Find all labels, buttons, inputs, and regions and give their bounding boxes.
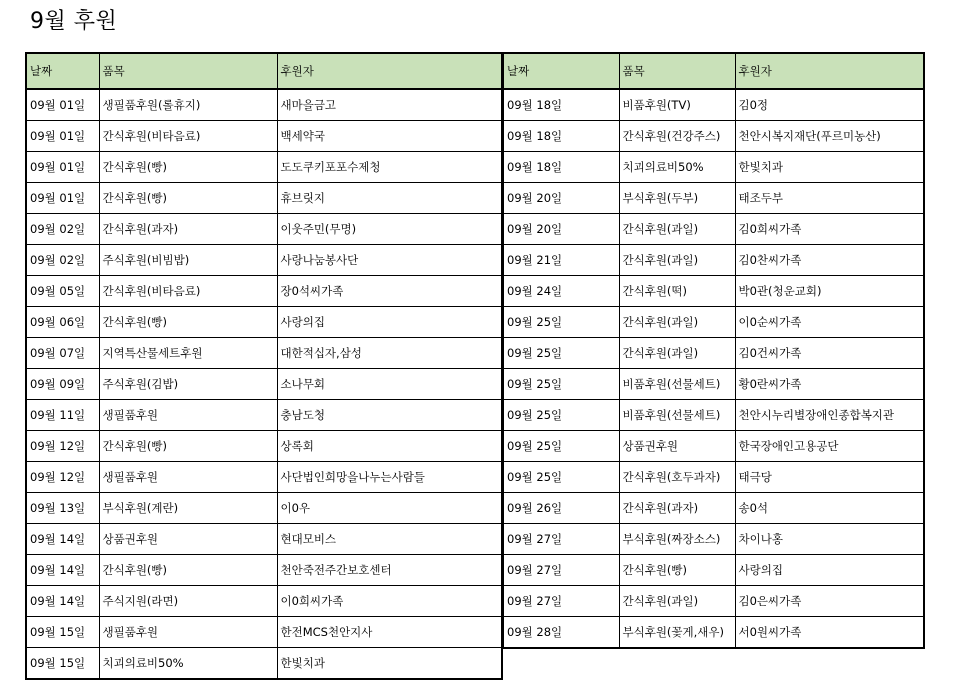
donor-cell: 김0정: [735, 89, 924, 121]
item-cell: 간식후원(과일): [619, 307, 735, 338]
date-cell: 09월 27일: [503, 524, 619, 555]
donor-cell: 현대모비스: [277, 524, 502, 555]
table-row: [503, 245, 924, 276]
donor-cell: 한전MCS천안지사: [277, 617, 502, 648]
item-cell: 생필품후원: [99, 400, 277, 431]
date-cell: 09월 28일: [503, 617, 619, 649]
donor-cell: 김0건씨가족: [735, 338, 924, 369]
date-cell: 09월 09일: [26, 369, 99, 400]
date-cell: 09월 18일: [503, 89, 619, 121]
table-row: [503, 369, 924, 400]
table-row: [26, 462, 502, 493]
donor-cell: 이0희씨가족: [277, 586, 502, 617]
donor-cell: 충남도청: [277, 400, 502, 431]
item-cell: 간식후원(빵): [99, 152, 277, 183]
table-row: [503, 183, 924, 214]
item-cell: 간식후원(비타음료): [99, 121, 277, 152]
donor-cell: 백세약국: [277, 121, 502, 152]
table-row: [26, 152, 502, 183]
table-row: [26, 214, 502, 245]
item-cell: 간식후원(과자): [619, 493, 735, 524]
date-cell: 09월 02일: [26, 245, 99, 276]
donor-cell: 이0우: [277, 493, 502, 524]
donor-cell: 휴브릿지: [277, 183, 502, 214]
item-cell: 부식후원(계란): [99, 493, 277, 524]
item-cell: 치괴의료비50%: [619, 152, 735, 183]
table-row: [26, 648, 502, 680]
item-cell: 주식후원(김밥): [99, 369, 277, 400]
date-cell: 09월 18일: [503, 152, 619, 183]
donor-cell: 새마을금고: [277, 89, 502, 121]
date-cell: 09월 20일: [503, 214, 619, 245]
item-cell: 간식후원(건강주스): [619, 121, 735, 152]
donation-table-left: [25, 52, 503, 680]
date-cell: 09월 05일: [26, 276, 99, 307]
item-cell: 간식후원(과일): [619, 586, 735, 617]
donor-cell: 사랑의집: [735, 555, 924, 586]
table-row: [26, 431, 502, 462]
date-cell: 09월 01일: [26, 89, 99, 121]
date-cell: 09월 01일: [26, 183, 99, 214]
donor-cell: 이웃주민(무명): [277, 214, 502, 245]
table-row: [503, 493, 924, 524]
column-header-donor: 후원자: [735, 53, 924, 89]
table-row: [26, 493, 502, 524]
donor-cell: 태조두부: [735, 183, 924, 214]
date-cell: 09월 02일: [26, 214, 99, 245]
table-row: [26, 338, 502, 369]
column-header-donor: 후원자: [277, 53, 502, 89]
date-cell: 09월 25일: [503, 462, 619, 493]
date-cell: 09월 12일: [26, 431, 99, 462]
table-row: [503, 462, 924, 493]
date-cell: 09월 01일: [26, 152, 99, 183]
table-row: [26, 586, 502, 617]
item-cell: 상품권후원: [99, 524, 277, 555]
date-cell: 09월 14일: [26, 586, 99, 617]
item-cell: 생필품후원: [99, 617, 277, 648]
donor-cell: 대한적십자,삼성: [277, 338, 502, 369]
table-row: [503, 524, 924, 555]
date-cell: 09월 26일: [503, 493, 619, 524]
item-cell: 부식후원(꽃게,새우): [619, 617, 735, 649]
donor-cell: 사단법인희망을나누는사람들: [277, 462, 502, 493]
item-cell: 생필품후원(롤휴지): [99, 89, 277, 121]
item-cell: 간식후원(빵): [619, 555, 735, 586]
donor-cell: 천안시복지재단(푸르미농산): [735, 121, 924, 152]
column-header-item: 품목: [99, 53, 277, 89]
table-row: [26, 307, 502, 338]
donor-cell: 황0란씨가족: [735, 369, 924, 400]
donor-cell: 차이나홍: [735, 524, 924, 555]
date-cell: 09월 27일: [503, 555, 619, 586]
donor-cell: 천안죽전주간보호센터: [277, 555, 502, 586]
table-row: [26, 524, 502, 555]
item-cell: 치괴의료비50%: [99, 648, 277, 680]
table-row: [26, 121, 502, 152]
item-cell: 지역특산물세트후원: [99, 338, 277, 369]
date-cell: 09월 18일: [503, 121, 619, 152]
table-header-row: [26, 53, 502, 89]
table-row: [503, 338, 924, 369]
date-cell: 09월 11일: [26, 400, 99, 431]
date-cell: 09월 07일: [26, 338, 99, 369]
item-cell: 부식후원(두부): [619, 183, 735, 214]
item-cell: 간식후원(빵): [99, 431, 277, 462]
donor-cell: 소나무회: [277, 369, 502, 400]
table-row: [503, 121, 924, 152]
donor-cell: 송0석: [735, 493, 924, 524]
item-cell: 간식후원(과일): [619, 214, 735, 245]
item-cell: 비품후원(TV): [619, 89, 735, 121]
page-title: 9월 후원: [30, 9, 118, 34]
table-row: [503, 214, 924, 245]
item-cell: 간식후원(비타음료): [99, 276, 277, 307]
date-cell: 09월 20일: [503, 183, 619, 214]
item-cell: 간식후원(빵): [99, 555, 277, 586]
donor-cell: 천안시누리별장애인종합복지관: [735, 400, 924, 431]
column-header-date: 날짜: [503, 53, 619, 89]
item-cell: 상품권후원: [619, 431, 735, 462]
date-cell: 09월 21일: [503, 245, 619, 276]
donor-cell: 김0찬씨가족: [735, 245, 924, 276]
table-row: [503, 89, 924, 121]
item-cell: 비품후원(선물세트): [619, 400, 735, 431]
date-cell: 09월 25일: [503, 307, 619, 338]
date-cell: 09월 24일: [503, 276, 619, 307]
table-row: [503, 276, 924, 307]
date-cell: 09월 25일: [503, 400, 619, 431]
donor-cell: 박0관(청운교회): [735, 276, 924, 307]
date-cell: 09월 06일: [26, 307, 99, 338]
date-cell: 09월 14일: [26, 555, 99, 586]
item-cell: 간식후원(빵): [99, 307, 277, 338]
date-cell: 09월 15일: [26, 617, 99, 648]
date-cell: 09월 27일: [503, 586, 619, 617]
item-cell: 주식지원(라면): [99, 586, 277, 617]
item-cell: 간식후원(과일): [619, 245, 735, 276]
donor-cell: 도도쿠키포포수제청: [277, 152, 502, 183]
donor-cell: 태극당: [735, 462, 924, 493]
item-cell: 간식후원(과일): [619, 338, 735, 369]
item-cell: 간식후원(과자): [99, 214, 277, 245]
donor-cell: 사랑나눔봉사단: [277, 245, 502, 276]
table-row: [26, 276, 502, 307]
table-row: [503, 152, 924, 183]
column-header-date: 날짜: [26, 53, 99, 89]
table-row: [26, 369, 502, 400]
donor-cell: 이0순씨가족: [735, 307, 924, 338]
item-cell: 부식후원(짜장소스): [619, 524, 735, 555]
item-cell: 주식후원(비빔밥): [99, 245, 277, 276]
donation-table-right: [502, 52, 925, 649]
item-cell: 생필품후원: [99, 462, 277, 493]
donor-cell: 사랑의집: [277, 307, 502, 338]
table-row: [26, 183, 502, 214]
table-row: [26, 89, 502, 121]
table-row: [503, 307, 924, 338]
donor-cell: 김0희씨가족: [735, 214, 924, 245]
donor-cell: 한빛치과: [277, 648, 502, 680]
date-cell: 09월 25일: [503, 431, 619, 462]
table-row: [503, 431, 924, 462]
donor-cell: 서0원씨가족: [735, 617, 924, 649]
donor-cell: 김0은씨가족: [735, 586, 924, 617]
table-header-row: [503, 53, 924, 89]
date-cell: 09월 25일: [503, 369, 619, 400]
date-cell: 09월 01일: [26, 121, 99, 152]
table-row: [26, 400, 502, 431]
item-cell: 간식후원(떡): [619, 276, 735, 307]
column-header-item: 품목: [619, 53, 735, 89]
table-row: [26, 617, 502, 648]
date-cell: 09월 25일: [503, 338, 619, 369]
donor-cell: 상록회: [277, 431, 502, 462]
date-cell: 09월 14일: [26, 524, 99, 555]
donor-cell: 한국장애인고용공단: [735, 431, 924, 462]
table-row: [503, 400, 924, 431]
table-row: [503, 617, 924, 649]
item-cell: 비품후원(선물세트): [619, 369, 735, 400]
table-row: [503, 555, 924, 586]
table-row: [503, 586, 924, 617]
item-cell: 간식후원(호두과자): [619, 462, 735, 493]
donor-cell: 장0석씨가족: [277, 276, 502, 307]
date-cell: 09월 13일: [26, 493, 99, 524]
donor-cell: 한빛치과: [735, 152, 924, 183]
item-cell: 간식후원(빵): [99, 183, 277, 214]
date-cell: 09월 12일: [26, 462, 99, 493]
date-cell: 09월 15일: [26, 648, 99, 680]
table-row: [26, 555, 502, 586]
table-row: [26, 245, 502, 276]
